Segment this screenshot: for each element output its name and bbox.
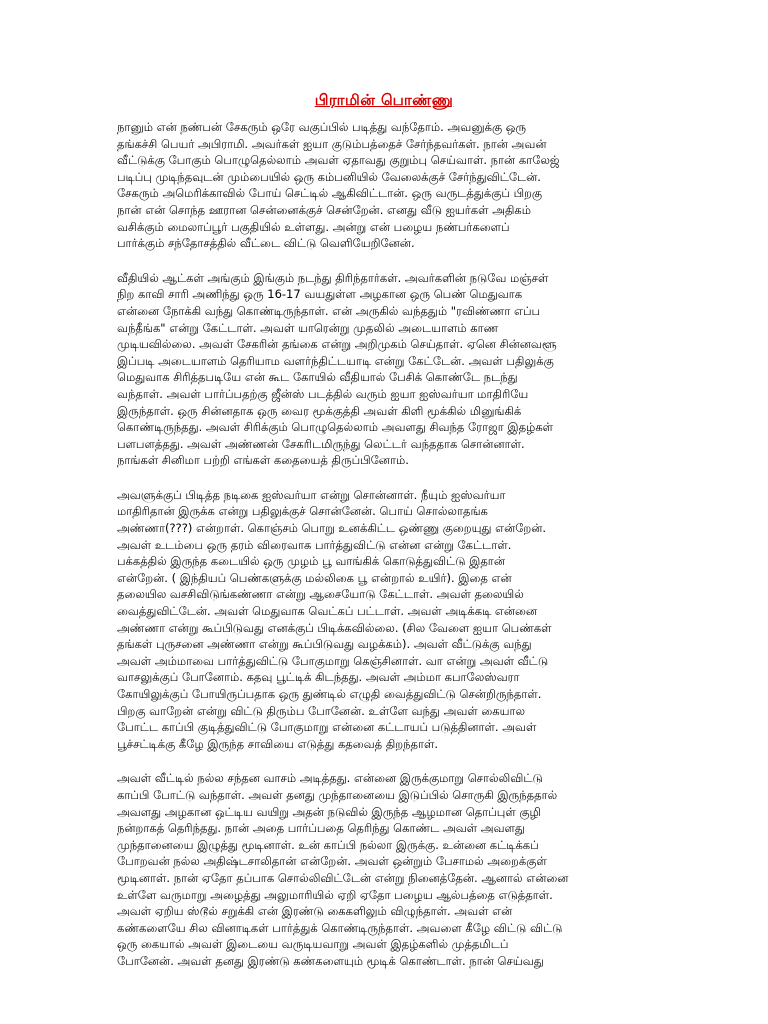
- text-line: வாசலுக்குப் போனோம். கதவு பூட்டிக் கிடந்தது. அவள் அம்மா கபாலேஸ்வரா: [117, 670, 520, 685]
- text-line: நன்றாகத் தெரிந்தது. நான் அதை பார்ப்பதை தெரிந்து கொண்ட அவள் அவளது: [117, 821, 525, 836]
- page-title: பிராமின் பொண்ணு: [314, 91, 454, 109]
- text-line: கொண்டிருந்தது. அவள் சிரிக்கும் பொழுதெல்லாம் அவளது சிவந்த ரோஜா இதழ்கள்: [117, 420, 554, 435]
- text-line: மாதிரிதான் இருக்க என்று பதிலுக்குச் சொன்னேன். பொய் சொல்லாதங்க: [117, 504, 488, 519]
- text-line: வந்தாள். அவள் பார்ப்பதற்கு ஜீன்ஸ் படத்தில் வரும் ஐயா ஐஸ்வர்யா மாதிரியே: [117, 386, 529, 401]
- text-line: படிப்பு முடிந்தவுடன் மும்பையில் ஒரு கம்பனியில் வேலைக்குச் சேர்ந்துவிட்டேன்.: [117, 169, 541, 184]
- text-line: ஒரு கையால் அவள் இடையை வருடியவாறு அவள் இதழ்களில் முத்தமிடப்: [117, 937, 509, 952]
- text-line: நான் என் சொந்த ஊரான சென்னைக்குச் சென்றேன். எனது வீடு ஐயர்கள் அதிகம்: [117, 202, 531, 217]
- text-line: அவள் ஏறிய ஸ்டூல் சறுக்கி என் இரண்டு கைகளிலும் விழுந்தாள். அவள் என்: [117, 904, 513, 919]
- text-line: போனேன். அவள் தனது இரண்டு கண்களையும் மூடிக் கொண்டாள். நான் செய்வது: [117, 953, 544, 968]
- paragraph: [117, 487, 637, 753]
- text-line: வசிக்கும் மைலாப்பூர் பகுதியில் உள்ளது. அன்று என் பழைய நண்பர்களைப்: [117, 219, 510, 234]
- text-line: கோயிலுக்குப் போயிருப்பதாக ஒரு துண்டில் எழுதி வைத்துவிட்டு சென்றிருந்தாள்.: [117, 687, 542, 701]
- paragraph: [117, 770, 637, 969]
- text-line: அவளது அழகான ஒட்டிய வயிறு அதன் நடுவில் இருந்த ஆழமான தொப்புள் குழி: [117, 804, 541, 819]
- text-line: போறவன் நல்ல அதிஷ்டசாலிதான் என்றேன். அவள் ஒன்றும் பேசாமல் அறைக்குள்: [117, 854, 547, 869]
- text-line: தங்கச்சி பெயர் அபிராமி. அவர்கள் ஐயா குடும்பத்தைச் சேர்ந்தவர்கள். நான் அவன்: [117, 136, 547, 151]
- text-line: அண்ணா(???) என்றாள். கொஞ்சம் பொறு உனக்கிட்ட ஒண்ணு குறையுது என்றேன்.: [117, 521, 547, 536]
- text-line: வைத்துவிட்டேன். அவள் மெதுவாக வெட்கப் பட்டாள். அவள் அடிக்கடி என்னை: [117, 604, 538, 619]
- text-line: நிற காவி சாரி அணிந்து ஒரு 16-17 வயதுள்ள அழகான ஒரு பெண் மெதுவாக: [117, 287, 523, 302]
- text-line: பளபளத்தது. அவள் அண்ணன் சேகரிடமிருந்து லெட்டர் வந்ததாக சொன்னாள்.: [117, 436, 525, 451]
- text-line: அண்ணா என்று கூப்பிடுவது எனக்குப் பிடிக்கவில்லை. (சில வேளை ஐயா பெண்கள்: [117, 620, 552, 635]
- paragraph: [117, 119, 637, 252]
- text-line: பூச்சட்டிக்கு கீழே இருந்த சாவியை எடுத்து கதவைத் திறந்தாள்.: [117, 736, 438, 751]
- text-line: இருந்தாள். ஒரு சின்னதாக ஒரு வைர மூக்குத்தி அவள் கிளி மூக்கில் மினுங்கிக்: [117, 403, 522, 418]
- text-line: நானும் என் நண்பன் சேகரும் ஒரே வகுப்பில் படித்து வந்தோம். அவனுக்கு ஒரு: [117, 120, 527, 134]
- text-line: பிறகு வாறேன் என்று விட்டு திரும்ப போனேன். உள்ளே வந்து அவள் கையால: [117, 703, 526, 718]
- text-line: அவள் அம்மாவை பார்த்துவிட்டு போகுமாறு கெஞ்சினாள். வா என்று அவள் வீட்டு: [117, 653, 549, 668]
- text-line: நாங்கள் சினிமா பற்றி எங்கள் கதையைத் திருப்பினோம்.: [117, 453, 409, 468]
- text-line: மூடினாள். நான் ஏதோ தப்பாக சொல்லிவிட்டேன் என்று நினைத்தேன். ஆனால் என்னை: [117, 870, 569, 885]
- text-line: அவளுக்குப் பிடித்த நடிகை ஐஸ்வர்யா என்று சொன்னாள். நீயும் ஐஸ்வர்யா: [117, 487, 506, 502]
- text-line: காப்பி போட்டு வந்தாள். அவள் தனது முந்தானையை இடுப்பில் சொருகி இருந்ததால்: [117, 787, 558, 802]
- text-line: மெதுவாக சிரித்தபடியே என் கூட கோயில் வீதியால் பேசிக் கொண்டே நடந்து: [117, 370, 518, 385]
- text-line: தலையில வசசிவிடுங்கண்ணா என்று ஆசையோடு கேட்டாள். அவள் தலையில்: [117, 587, 524, 602]
- text-line: என்னை நோக்கி வந்து கொண்டிருந்தாள். என் அருகில் வந்ததும் "ரவிண்ணா எப்ப: [117, 303, 541, 318]
- text-line: தங்கள் புருசனை அண்ணா என்று கூப்பிடுவது வழக்கம்). அவள் வீட்டுக்கு வந்து: [117, 637, 532, 652]
- text-line: என்றேன். ( இந்தியப் பெண்களுக்கு மல்லிகை பூ என்றால் உயிர்). இதை என்: [117, 570, 512, 585]
- text-line: வீட்டுக்கு போகும் பொழுதெல்லாம் அவள் ஏதாவது குறும்பு செய்வாள். நான் காலேஜ்: [117, 153, 560, 168]
- paragraph: [117, 270, 637, 469]
- text-line: இப்படி அடையாளம் தெரியாம வளர்ந்திட்டயாடி என்று கேட்டேன். அவள் பதிலுக்கு: [117, 353, 554, 368]
- text-line: பார்க்கும் சந்தோசத்தில் வீட்டை விட்டு வெளியேறினேன்.: [117, 236, 415, 251]
- story-body: [117, 119, 637, 988]
- text-line: முந்தானையை இழுத்து மூடினாள். உன் காப்பி நல்லா இருக்கு. உன்னை கட்டிக்கப்: [117, 837, 539, 852]
- text-line: வந்தீங்க" என்று கேட்டாள். அவள் யாரென்று முதலில் அடையாளம் காண: [117, 320, 499, 335]
- text-line: கண்களையே சில வினாடிகள் பார்த்துக் கொண்டிருந்தாள். அவளை கீழே விட்டு விட்டு: [117, 920, 563, 935]
- text-line: உள்ளே வருமாறு அழைத்து அலுமாரியில் ஏறி ஏதோ பழைய ஆல்பத்தை எடுத்தாள்.: [117, 887, 553, 902]
- text-line: போட்ட காப்பி குடித்துவிட்டு போகுமாறு என்னை கட்டாயப் படுத்தினாள். அவள்: [117, 720, 537, 735]
- text-line: பக்கத்தில் இருந்த கடையில் ஒரு முழம் பூ வாங்கிக் கொடுத்துவிட்டு இதான்: [117, 554, 505, 569]
- text-line: அவள் வீட்டில் நல்ல சந்தன வாசம் அடித்தது. என்னை இருக்குமாறு சொல்லிவிட்டு: [117, 771, 543, 786]
- text-line: வீதியில் ஆட்கள் அங்கும் இங்கும் நடந்து திரிந்தார்கள். அவர்களின் நடுவே மஞ்சள்: [117, 270, 549, 285]
- text-line: முடியவில்லை. அவள் சேகரின் தங்கை என்று அறிமுகம் செய்தாள். ஏனெ சின்னவளூ: [117, 337, 557, 352]
- text-line: அவள் உடம்பை ஒரு தரம் விரைவாக பார்த்துவிட்டு என்ன என்று கேட்டாள்.: [117, 537, 512, 552]
- text-line: சேகரும் அமெரிக்காவில் போய் செட்டில் ஆகிவிட்டான். ஒரு வருடத்துக்குப் பிறகு: [117, 186, 543, 201]
